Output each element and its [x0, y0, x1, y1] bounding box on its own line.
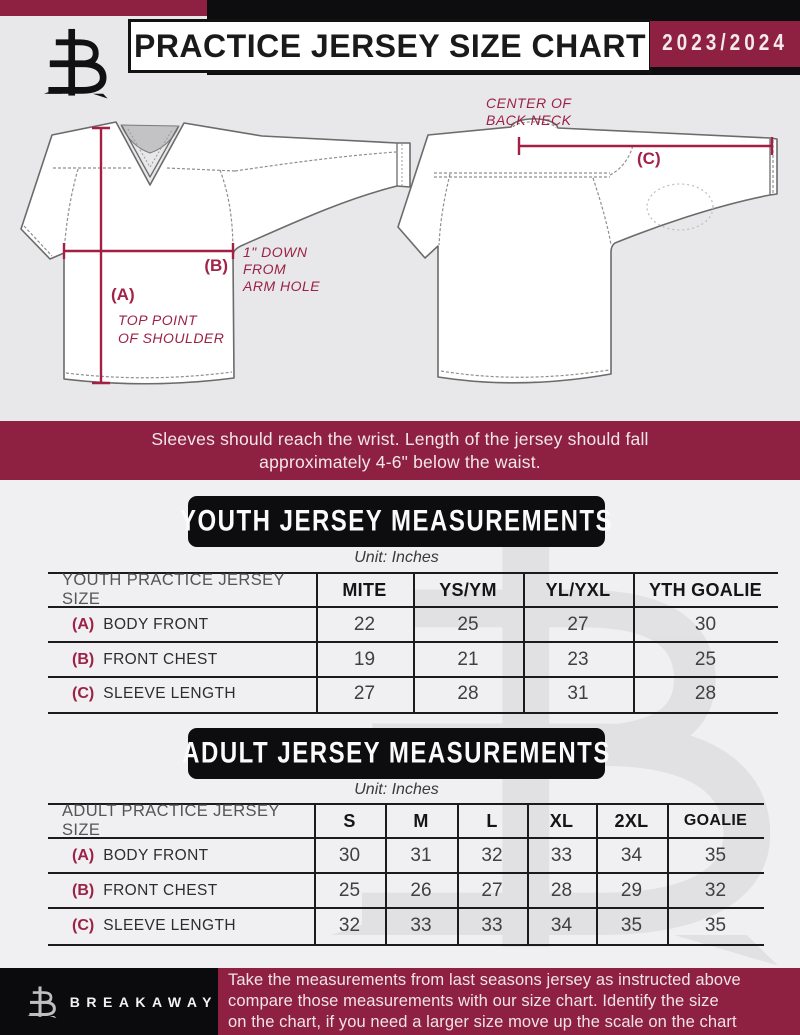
youth-section-title-box	[179, 496, 614, 547]
label-b: (B)	[204, 256, 228, 275]
table-cell: 27	[353, 683, 376, 704]
table-line	[48, 944, 764, 946]
fit-advice-banner	[0, 421, 800, 480]
table-cell: 28	[550, 879, 573, 901]
label-b-note-2: FROM	[243, 261, 287, 277]
banner-line-2: approximately 4-6" below the waist.	[259, 451, 541, 472]
adult-section-title-box	[182, 728, 611, 779]
row-label: (A) BODY FRONT	[72, 615, 209, 633]
table-cell: 32	[481, 844, 503, 866]
table-cell: 28	[694, 683, 717, 704]
youth-table-header-label: YOUTH PRACTICE JERSEY SIZE	[62, 571, 285, 608]
table-cell: 27	[567, 613, 589, 635]
adult-size-table	[48, 803, 764, 946]
label-a: (A)	[111, 285, 135, 304]
adult-section-title: ADULT JERSEY MEASUREMENTS	[182, 736, 611, 770]
table-cell: 30	[338, 844, 361, 866]
table-cell: 32	[704, 879, 727, 901]
table-cell: 23	[567, 648, 589, 670]
table-cell: 30	[694, 613, 717, 635]
season-label: 2023/2024	[662, 30, 788, 57]
table-cell: 31	[410, 844, 432, 866]
table-cell: 28	[457, 683, 479, 704]
label-c-note-2: BACK NECK	[486, 112, 572, 128]
column-header: YL/YXL	[545, 579, 611, 600]
youth-section-title: YOUTH JERSEY MEASUREMENTS	[179, 504, 614, 538]
table-cell: 33	[410, 914, 432, 936]
row-label: (B) FRONT CHEST	[72, 650, 218, 668]
column-header: MITE	[342, 579, 387, 600]
footer-line-3: on the chart, if you need a larger size move up the scale on the chart	[228, 1013, 737, 1032]
column-header: XL	[549, 810, 574, 831]
table-cell: 33	[550, 844, 573, 866]
header-maroon-strip	[0, 0, 207, 16]
footer-instructions	[218, 968, 800, 1035]
row-label: (C) SLEEVE LENGTH	[72, 685, 236, 702]
season-badge	[650, 21, 800, 67]
label-b-note-3: ARM HOLE	[243, 278, 321, 294]
column-header: L	[486, 810, 498, 831]
page-title-box	[128, 19, 652, 73]
footer-brand-name: BREAKAWAY	[69, 993, 218, 1010]
table-cell: 31	[567, 683, 589, 704]
label-c-note-1: CENTER OF	[486, 95, 572, 111]
table-cell: 35	[704, 914, 727, 936]
column-header: YTH GOALIE	[648, 579, 762, 600]
back-jersey-drawing	[398, 119, 777, 383]
column-header: GOALIE	[683, 812, 748, 829]
column-header: YS/YM	[439, 579, 497, 600]
table-cell: 33	[481, 914, 503, 936]
table-cell: 34	[620, 844, 643, 866]
table-cell: 34	[550, 914, 573, 936]
footer-line-2: compare those measurements with our size chart. Identify the size	[228, 991, 719, 1010]
jersey-measurement-diagram	[0, 85, 800, 425]
table-cell: 22	[353, 613, 376, 635]
banner-line-1: Sleeves should reach the wrist. Length of the jersey should fall	[151, 428, 649, 449]
row-label: (C) SLEEVE LENGTH	[72, 916, 236, 934]
row-label: (A) BODY FRONT	[72, 846, 209, 864]
row-label: (B) FRONT CHEST	[72, 881, 218, 899]
table-cell: 35	[620, 914, 643, 936]
label-c: (C)	[637, 149, 661, 168]
table-cell: 35	[704, 844, 727, 866]
column-header: 2XL	[614, 810, 649, 831]
breakaway-logo-small-icon	[26, 983, 60, 1021]
youth-size-table	[48, 572, 778, 714]
adult-unit-label: Unit: Inches	[354, 781, 439, 798]
column-header: S	[343, 810, 356, 831]
page-title: PRACTICE JERSEY SIZE CHART	[133, 27, 647, 64]
adult-table-header-label: ADULT PRACTICE JERSEY SIZE	[62, 802, 280, 839]
table-cell: 21	[457, 648, 479, 670]
column-header: M	[413, 810, 429, 831]
label-a-note-1: TOP POINT	[118, 312, 198, 328]
table-cell: 25	[338, 879, 361, 901]
table-cell: 32	[338, 914, 361, 936]
table-cell: 25	[457, 613, 479, 635]
table-cell: 27	[481, 879, 503, 901]
table-cell: 26	[410, 879, 432, 901]
table-cell: 19	[353, 648, 376, 670]
label-a-note-2: OF SHOULDER	[118, 330, 225, 346]
youth-unit-label: Unit: Inches	[354, 549, 439, 566]
table-cell: 25	[694, 648, 717, 670]
label-b-note-1: 1" DOWN	[243, 244, 308, 260]
footer-line-1: Take the measurements from last seasons jersey as instructed above	[228, 970, 741, 989]
table-cell: 29	[620, 879, 643, 901]
footer-brand-box	[0, 968, 218, 1035]
